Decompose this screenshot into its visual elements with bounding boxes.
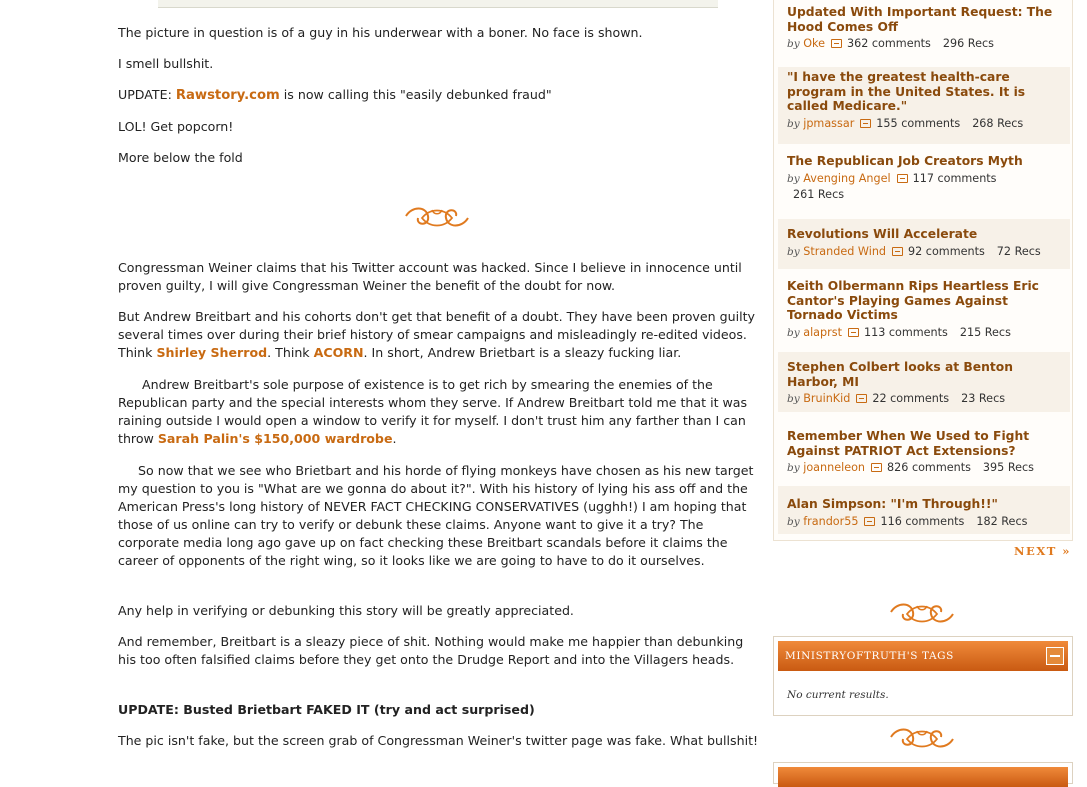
story-title-link[interactable]: Stephen Colbert looks at Benton Harbor, MI — [787, 360, 1013, 389]
paragraph: And remember, Breitbart is a sleazy piece of shit. Nothing would make me happier than debunking his too often falsified claims before they get onto the Drudge Report and into the Villagers heads. — [118, 634, 744, 667]
paragraph: I smell bullshit. — [118, 56, 214, 71]
list-item — [778, 219, 1070, 269]
tags-title: MINISTRYOFTRUTH'S TAGS — [785, 650, 954, 662]
paragraph: LOL! Get popcorn! — [118, 119, 234, 134]
paragraph — [118, 376, 760, 448]
collapse-icon[interactable] — [1046, 647, 1064, 665]
author-link[interactable]: BruinKid — [803, 392, 851, 405]
recommended-diaries-list — [773, 0, 1073, 541]
list-item — [778, 67, 1070, 144]
fleuron-divider-icon — [402, 202, 472, 232]
author-link[interactable]: Stranded Wind — [803, 244, 887, 258]
comment-icon — [892, 247, 903, 256]
rawstory-link[interactable]: Rawstory.com — [175, 88, 280, 103]
comment-count[interactable]: 117 comments — [912, 171, 997, 185]
tags-header — [778, 641, 1068, 671]
tags-widget — [773, 636, 1073, 716]
paragraph-text: Andrew Breitbart's sole purpose of existence is to get rich by smearing the enemies of the Republican party and the special interests whom they serve. If Andrew Breitbart told me that it was raining outside I would open a window to verify it for myself. I don't trust him any farther than I can throw — [118, 377, 752, 446]
by-label: by — [787, 462, 800, 474]
author-link[interactable]: frandor55 — [803, 514, 859, 528]
update-text: is now calling this "easily debunked fraud" — [279, 87, 552, 102]
recs-count: 182 Recs — [976, 514, 1028, 528]
by-label: by — [787, 393, 800, 405]
paragraph: Congressman Weiner claims that his Twitter account was hacked. Since I believe in innocence until proven guilty, I will give Congressman Weiner the benefit of the doubt for now. — [118, 260, 742, 293]
paragraph — [118, 308, 760, 362]
list-item — [778, 151, 1070, 206]
paragraph-text: . — [392, 431, 397, 446]
story-meta — [787, 391, 1062, 407]
paragraph-text: . Think — [267, 345, 314, 360]
story-meta — [787, 244, 1062, 260]
recs-count: 23 Recs — [961, 392, 1006, 405]
update-heading: UPDATE: Busted Brietbart FAKED IT (try and act surprised) — [118, 702, 535, 717]
list-item — [778, 352, 1070, 412]
next-page-link[interactable]: NEXT » — [1014, 544, 1071, 558]
recs-count: 296 Recs — [942, 37, 994, 50]
story-title-link[interactable]: "I have the greatest health-care program in the United States. It is called Medicare." — [787, 70, 1026, 113]
comment-icon — [897, 174, 908, 183]
list-item — [778, 426, 1070, 479]
story-title-link[interactable]: Keith Olbermann Rips Heartless Eric Cantor's Playing Games Against Tornado Victims — [787, 279, 1039, 322]
author-link[interactable]: Avenging Angel — [803, 171, 891, 185]
story-meta — [787, 36, 1062, 52]
update-label: UPDATE: — [118, 87, 176, 102]
paragraph: More below the fold — [118, 150, 243, 165]
list-item — [778, 276, 1070, 344]
recs-count: 268 Recs — [972, 116, 1024, 130]
story-meta — [787, 460, 1062, 476]
acorn-link[interactable]: ACORN — [313, 345, 364, 360]
recs-count: 261 Recs — [793, 187, 845, 201]
author-link[interactable]: jpmassar — [803, 116, 855, 130]
author-link[interactable]: alaprst — [803, 325, 842, 339]
fleuron-divider-icon — [887, 598, 957, 628]
comment-count[interactable]: 92 comments — [908, 244, 985, 258]
comment-count[interactable]: 155 comments — [876, 116, 961, 130]
comment-count[interactable]: 22 comments — [872, 392, 950, 405]
story-meta — [787, 171, 1007, 203]
list-item — [778, 486, 1070, 534]
top-content-box — [158, 0, 718, 8]
story-meta — [787, 514, 1062, 530]
comment-count[interactable]: 113 comments — [863, 325, 948, 339]
by-label: by — [787, 245, 800, 258]
comment-count[interactable]: 826 comments — [887, 461, 971, 474]
comment-icon — [864, 517, 875, 526]
list-item — [778, 2, 1070, 55]
paragraph — [118, 86, 760, 105]
story-meta — [787, 116, 1062, 132]
paragraph: Any help in verifying or debunking this story will be greatly appreciated. — [118, 603, 574, 618]
paragraph: The pic isn't fake, but the screen grab of Congressman Weiner's twitter page was fake. What bullshit! — [118, 733, 759, 748]
story-title-link[interactable]: Revolutions Will Accelerate — [787, 227, 978, 241]
by-label: by — [787, 172, 800, 185]
comment-icon — [856, 394, 867, 403]
comment-count[interactable]: 362 comments — [847, 37, 931, 50]
story-title-link[interactable]: Alan Simpson: "I'm Through!!" — [787, 497, 998, 511]
recs-count: 395 Recs — [982, 461, 1034, 474]
comment-count[interactable]: 116 comments — [880, 514, 965, 528]
recs-count: 72 Recs — [996, 244, 1041, 258]
author-link[interactable]: Oke — [803, 37, 825, 50]
comment-icon — [871, 463, 882, 472]
author-link[interactable]: joanneleon — [803, 461, 866, 474]
paragraph-text: But Andrew Breitbart and his cohorts don't get that benefit of a doubt. They have been proven guilty several times over during their brief history of smear campaigns and misleadingly re-edited videos. Think — [118, 309, 755, 360]
shirley-sherrod-link[interactable]: Shirley Sherrod — [156, 345, 268, 360]
story-title-link[interactable]: Remember When We Used to Fight Against PATRIOT Act Extensions? — [787, 429, 1030, 458]
comment-icon — [860, 119, 871, 128]
paragraph: So now that we see who Brietbart and his horde of flying monkeys have chosen as his new target my question to you is "What are we gonna do about it?". With his history of lying his ass off and the American Press's long history of NEVER FACT CHECKING CONSERVATIVES (ugghh!) I am hoping that those of us online can try to verify or debunk these claims. Anyone want to give it a try? The corporate media long ago gave up on fact checking these Breitbart scandals before it claims the career of opponents of the right wing, so it looks like we are going to have to do it ourselves. — [118, 463, 758, 568]
by-label: by — [787, 38, 800, 50]
paragraph: The picture in question is of a guy in his underwear with a boner. No face is shown. — [118, 25, 643, 40]
by-label: by — [787, 326, 800, 339]
paragraph-text: . In short, Andrew Brietbart is a sleazy fucking liar. — [363, 345, 682, 360]
comment-icon — [848, 328, 859, 337]
tags-empty-message: No current results. — [787, 689, 889, 701]
palin-wardrobe-link[interactable]: Sarah Palin's $150,000 wardrobe — [157, 431, 393, 446]
story-title-link[interactable]: The Republican Job Creators Myth — [787, 154, 1023, 168]
story-title-link[interactable]: Updated With Important Request: The Hood Comes Off — [787, 5, 1053, 34]
next-widget — [773, 762, 1073, 784]
widget-header — [778, 767, 1068, 787]
comment-icon — [831, 39, 842, 48]
recs-count: 215 Recs — [959, 325, 1011, 339]
story-meta — [787, 325, 1062, 341]
by-label: by — [787, 117, 800, 130]
by-label: by — [787, 515, 800, 528]
fleuron-divider-icon — [887, 723, 957, 753]
